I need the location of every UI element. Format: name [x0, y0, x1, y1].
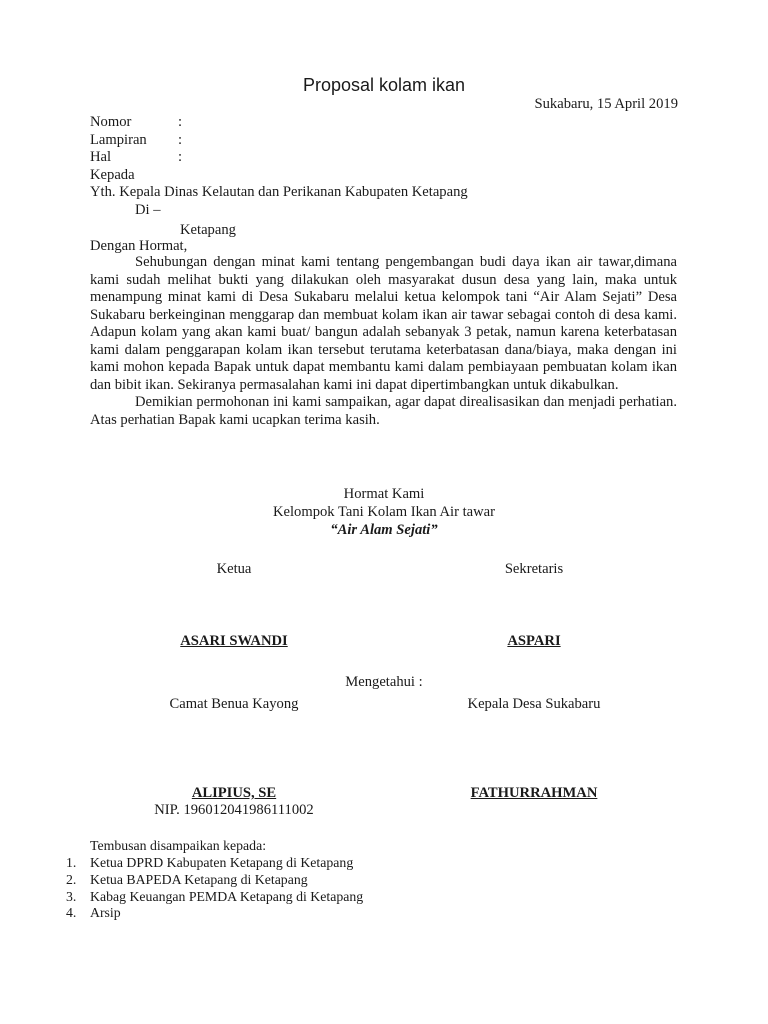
nomor-label: Nomor	[90, 114, 132, 130]
kades-role: Kepala Desa Sukabaru	[467, 696, 601, 712]
recipient-place: Ketapang	[180, 222, 236, 238]
cc-item-number: 2.	[66, 871, 77, 887]
camat-name: ALIPIUS, SE	[191, 785, 277, 801]
cc-item-text: Kabag Keuangan PEMDA Ketapang di Ketapang	[90, 888, 364, 904]
sekretaris-name: ASPARI	[507, 633, 561, 649]
letter-header	[90, 114, 680, 240]
lampiran-colon: :	[178, 131, 183, 148]
recipient-di: Di –	[135, 201, 161, 218]
nomor-colon: :	[178, 114, 183, 130]
hal-colon: :	[178, 149, 183, 165]
camat-role: Camat Benua Kayong	[169, 696, 299, 712]
body-paragraph: Demikian permohonan ini kami sampaikan, agar dapat direalisasikan dan menjadi perhatian. Atas perhatian Bapak kami ucapkan terima kasih.	[90, 394, 677, 428]
letter-date: Sukabaru, 15 April 2019	[534, 96, 678, 112]
ketua-role: Ketua	[216, 561, 252, 577]
nomor-row	[90, 114, 680, 132]
lampiran-label: Lampiran	[90, 131, 147, 148]
cc-item-text: Ketua BAPEDA Ketapang di Ketapang	[90, 871, 308, 887]
letter-body	[90, 254, 677, 429]
closing-group-name: “Air Alam Sejati”	[330, 522, 438, 538]
cc-item	[66, 872, 363, 889]
cc-list	[66, 855, 363, 922]
hal-row	[90, 149, 680, 167]
lampiran-row	[90, 132, 680, 150]
kepada-text: Kepada	[90, 166, 135, 183]
recipient-yth: Yth. Kepala Dinas Kelautan dan Perikanan Kabupaten Ketapang	[90, 184, 468, 200]
cc-item-number: 1.	[66, 855, 77, 870]
document-title: Proposal kolam ikan	[302, 75, 466, 95]
cc-item-number: 3.	[66, 888, 77, 904]
mengetahui-label: Mengetahui :	[345, 674, 423, 690]
body-paragraph: Sehubungan dengan minat kami tentang pengembangan budi daya ikan air tawar,dimana kami sudah melihat bukti yang dilakukan oleh masyarakat dusun desa yang lain, maka untuk menampung minat kami di Desa Sukabaru melalui ketua kelompok tani “Air Alam Sejati” Desa Sukabaru berkeinginan menggarap dan membuat kolam ikan air tawar sebagai contoh di desa kami. Adapun kolam yang akan kami buat/ bangun adalah sebanyak 3 petak, namun karena keterbatasan kami dalam penggarapan kolam ikan tersebut terutama keterbatasan dana/biaya, maka dengan ini kami mohon kepada Bapak untuk dapat membantu kami dalam pembiayaan pembuatan kolam ikan dan bibit ikan. Sekiranya permasalahan kami ini dapat dipertimbangkan untuk dikabulkan.	[90, 254, 677, 393]
ketua-name: ASARI SWANDI	[180, 633, 288, 649]
cc-item	[66, 889, 363, 906]
salutation: Dengan Hormat,	[90, 238, 188, 254]
camat-nip: NIP. 196012041986111002	[154, 802, 314, 818]
closing-group: Kelompok Tani Kolam Ikan Air tawar	[272, 504, 496, 520]
closing-hormat: Hormat Kami	[343, 486, 425, 502]
kades-name: FATHURRAHMAN	[470, 785, 598, 801]
cc-item-text: Arsip	[90, 905, 121, 921]
cc-item	[66, 855, 363, 872]
cc-item-text: Ketua DPRD Kabupaten Ketapang di Ketapang	[90, 855, 354, 870]
hal-label: Hal	[90, 149, 112, 165]
cc-heading: Tembusan disampaikan kepada:	[90, 838, 267, 853]
cc-item	[66, 905, 363, 922]
sekretaris-role: Sekretaris	[504, 561, 564, 577]
cc-item-number: 4.	[66, 905, 77, 921]
